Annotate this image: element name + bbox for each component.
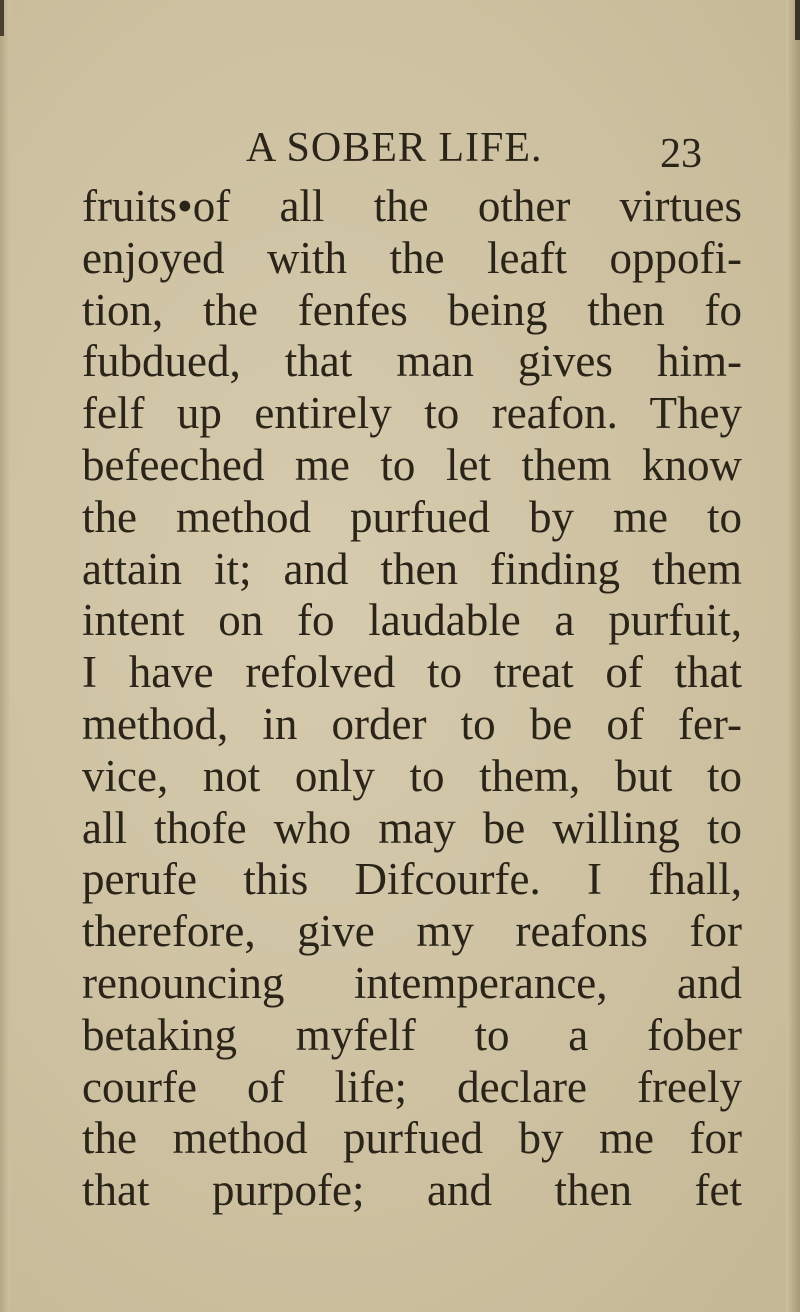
- page-left-edge: [0, 0, 10, 1312]
- text-line: befeeched me to let them know: [82, 439, 742, 490]
- page-number: 23: [660, 131, 702, 177]
- text-line: the method purfued by me to: [82, 491, 742, 542]
- text-line: fubdued, that man gives him-: [82, 336, 742, 387]
- text-line: intent on fo laudable a purfuit,: [82, 595, 742, 646]
- page-right-edge: [786, 0, 800, 1312]
- body-text: [82, 181, 742, 1217]
- text-line: tion, the fenfes being then fo: [82, 284, 742, 335]
- text-line: I have refolved to treat of that: [82, 647, 742, 698]
- text-line: enjoyed with the leaft oppofi-: [82, 232, 742, 283]
- text-line: courfe of life; declare freely: [82, 1061, 742, 1112]
- text-line: renouncing intemperance, and: [82, 957, 742, 1008]
- text-line: that purpofe; and then fet: [82, 1165, 742, 1216]
- text-line: therefore, give my reafons for: [82, 906, 742, 957]
- running-head: [246, 120, 746, 176]
- text-line: felf up entirely to reafon. They: [82, 388, 742, 439]
- text-line: method, in order to be of fer-: [82, 698, 742, 749]
- text-line: attain it; and then finding them: [82, 543, 742, 594]
- text-line: vice, not only to them, but to: [82, 750, 742, 801]
- running-head-title: A SOBER LIFE.: [246, 125, 543, 171]
- text-line: the method purfued by me for: [82, 1113, 742, 1164]
- text-line: fruits•of all the other virtues: [82, 181, 742, 231]
- binding-mark-left: [0, 0, 4, 36]
- text-line: perufe this Difcourfe. I fhall,: [82, 854, 742, 905]
- text-line: all thofe who may be willing to: [82, 802, 742, 853]
- text-line: betaking myfelf to a fober: [82, 1009, 742, 1060]
- binding-mark-right: [795, 0, 800, 40]
